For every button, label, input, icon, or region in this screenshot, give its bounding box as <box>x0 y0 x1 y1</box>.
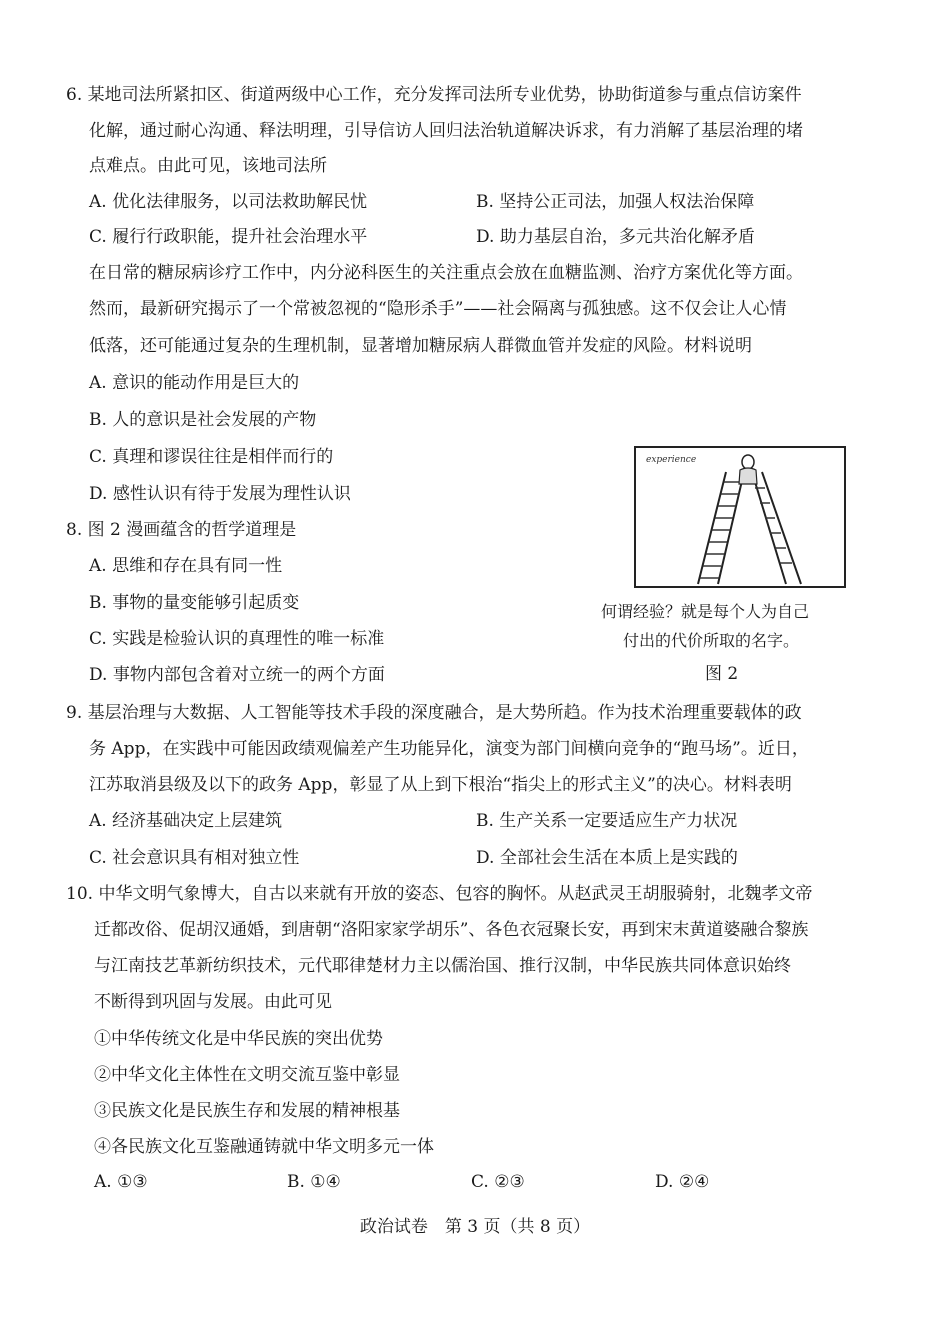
q9-option-c: C. 社会意识具有相对独立性 <box>89 848 300 868</box>
q6-stem-line-1: 6. 某地司法所紧扣区、街道两级中心工作，充分发挥司法所专业优势，协助街道参与重点信访案件 <box>66 85 802 105</box>
figure-caption-line-2: 付出的代价所取的名字。 <box>623 631 800 650</box>
q10-item-2: ②中华文化主体性在文明交流互鉴中彰显 <box>94 1065 400 1085</box>
q9-option-a: A. 经济基础决定上层建筑 <box>89 811 283 831</box>
q8-option-c: C. 实践是检验认识的真理性的唯一标准 <box>89 629 385 649</box>
q10-option-c: C. ②③ <box>471 1172 525 1192</box>
q10-stem-line-2: 迁都改俗、促胡汉通婚，到唐朝“洛阳家家学胡乐”、各色衣冠聚长安，再到宋末黄道婆融合黎族 <box>94 920 809 940</box>
q10-stem-line-1: 10. 中华文明气象博大，自古以来就有开放的姿态、包容的胸怀。从赵武灵王胡服骑射，北魏孝文帝 <box>66 884 813 904</box>
q7-stem-line-1: 在日常的糖尿病诊疗工作中，内分泌科医生的关注重点会放在血糖监测、治疗方案优化等方面。 <box>89 263 803 283</box>
q6-option-b: B. 坚持公正司法，加强人权法治保障 <box>476 192 755 212</box>
q8-option-d: D. 事物内部包含着对立统一的两个方面 <box>89 665 385 685</box>
q10-stem-line-3: 与江南技艺革新纺织技术，元代耶律楚材力主以儒治国、推行汉制，中华民族共同体意识始终 <box>94 956 791 976</box>
q8-stem: 8. 图 2 漫画蕴含的哲学道理是 <box>66 520 297 540</box>
q6-option-d: D. 助力基层自治，多元共治化解矛盾 <box>476 227 755 247</box>
cartoon-figure <box>634 446 846 588</box>
page-footer: 政治试卷 第 3 页（共 8 页） <box>359 1217 591 1237</box>
figure-label: 图 2 <box>705 664 739 684</box>
q9-stem-line-2: 务 App，在实践中可能因政绩观偏差产生功能异化，演变为部门间横向竞争的“跑马场”。近日， <box>89 739 809 759</box>
q10-item-4: ④各民族文化互鉴融通铸就中华文明多元一体 <box>94 1137 434 1157</box>
q10-option-a: A. ①③ <box>94 1172 148 1192</box>
q10-item-3: ③民族文化是民族生存和发展的精神根基 <box>94 1101 400 1121</box>
q10-item-1: ①中华传统文化是中华民族的突出优势 <box>94 1029 383 1049</box>
q7-option-c: C. 真理和谬误往往是相伴而行的 <box>89 447 334 467</box>
q7-option-d: D. 感性认识有待于发展为理性认识 <box>89 484 351 504</box>
q7-option-b: B. 人的意识是社会发展的产物 <box>89 410 317 430</box>
q7-option-a: A. 意识的能动作用是巨大的 <box>89 373 300 393</box>
q9-option-b: B. 生产关系一定要适应生产力状况 <box>476 811 738 831</box>
q9-option-d: D. 全部社会生活在本质上是实践的 <box>476 848 738 868</box>
q6-stem-line-3: 点难点。由此可见，该地司法所 <box>89 156 327 176</box>
ladder-sketch-icon <box>636 448 844 586</box>
sketch-label: experience <box>646 455 697 465</box>
q10-option-d: D. ②④ <box>655 1172 710 1192</box>
q10-stem-line-4: 不断得到巩固与发展。由此可见 <box>94 992 332 1012</box>
q7-stem-line-2: 然而，最新研究揭示了一个常被忽视的“隐形杀手”——社会隔离与孤独感。这不仅会让人心情 <box>89 299 787 319</box>
q6-option-a: A. 优化法律服务，以司法救助解民忧 <box>89 192 368 212</box>
q6-option-c: C. 履行行政职能，提升社会治理水平 <box>89 227 368 247</box>
figure-caption-line-1: 何谓经验？就是每个人为自己 <box>601 602 810 621</box>
q8-option-b: B. 事物的量变能够引起质变 <box>89 593 300 613</box>
q6-stem-line-2: 化解，通过耐心沟通、释法明理，引导信访人回归法治轨道解决诉求，有力消解了基层治理的堵 <box>89 121 803 141</box>
q8-option-a: A. 思维和存在具有同一性 <box>89 556 283 576</box>
q10-option-b: B. ①④ <box>287 1172 341 1192</box>
q9-stem-line-3: 江苏取消县级及以下的政务 App，彰显了从上到下根治“指尖上的形式主义”的决心。材料表明 <box>89 775 792 795</box>
q7-stem-line-3: 低落，还可能通过复杂的生理机制，显著增加糖尿病人群微血管并发症的风险。材料说明 <box>89 336 752 356</box>
q9-stem-line-1: 9. 基层治理与大数据、人工智能等技术手段的深度融合，是大势所趋。作为技术治理重要载体的政 <box>66 703 802 723</box>
